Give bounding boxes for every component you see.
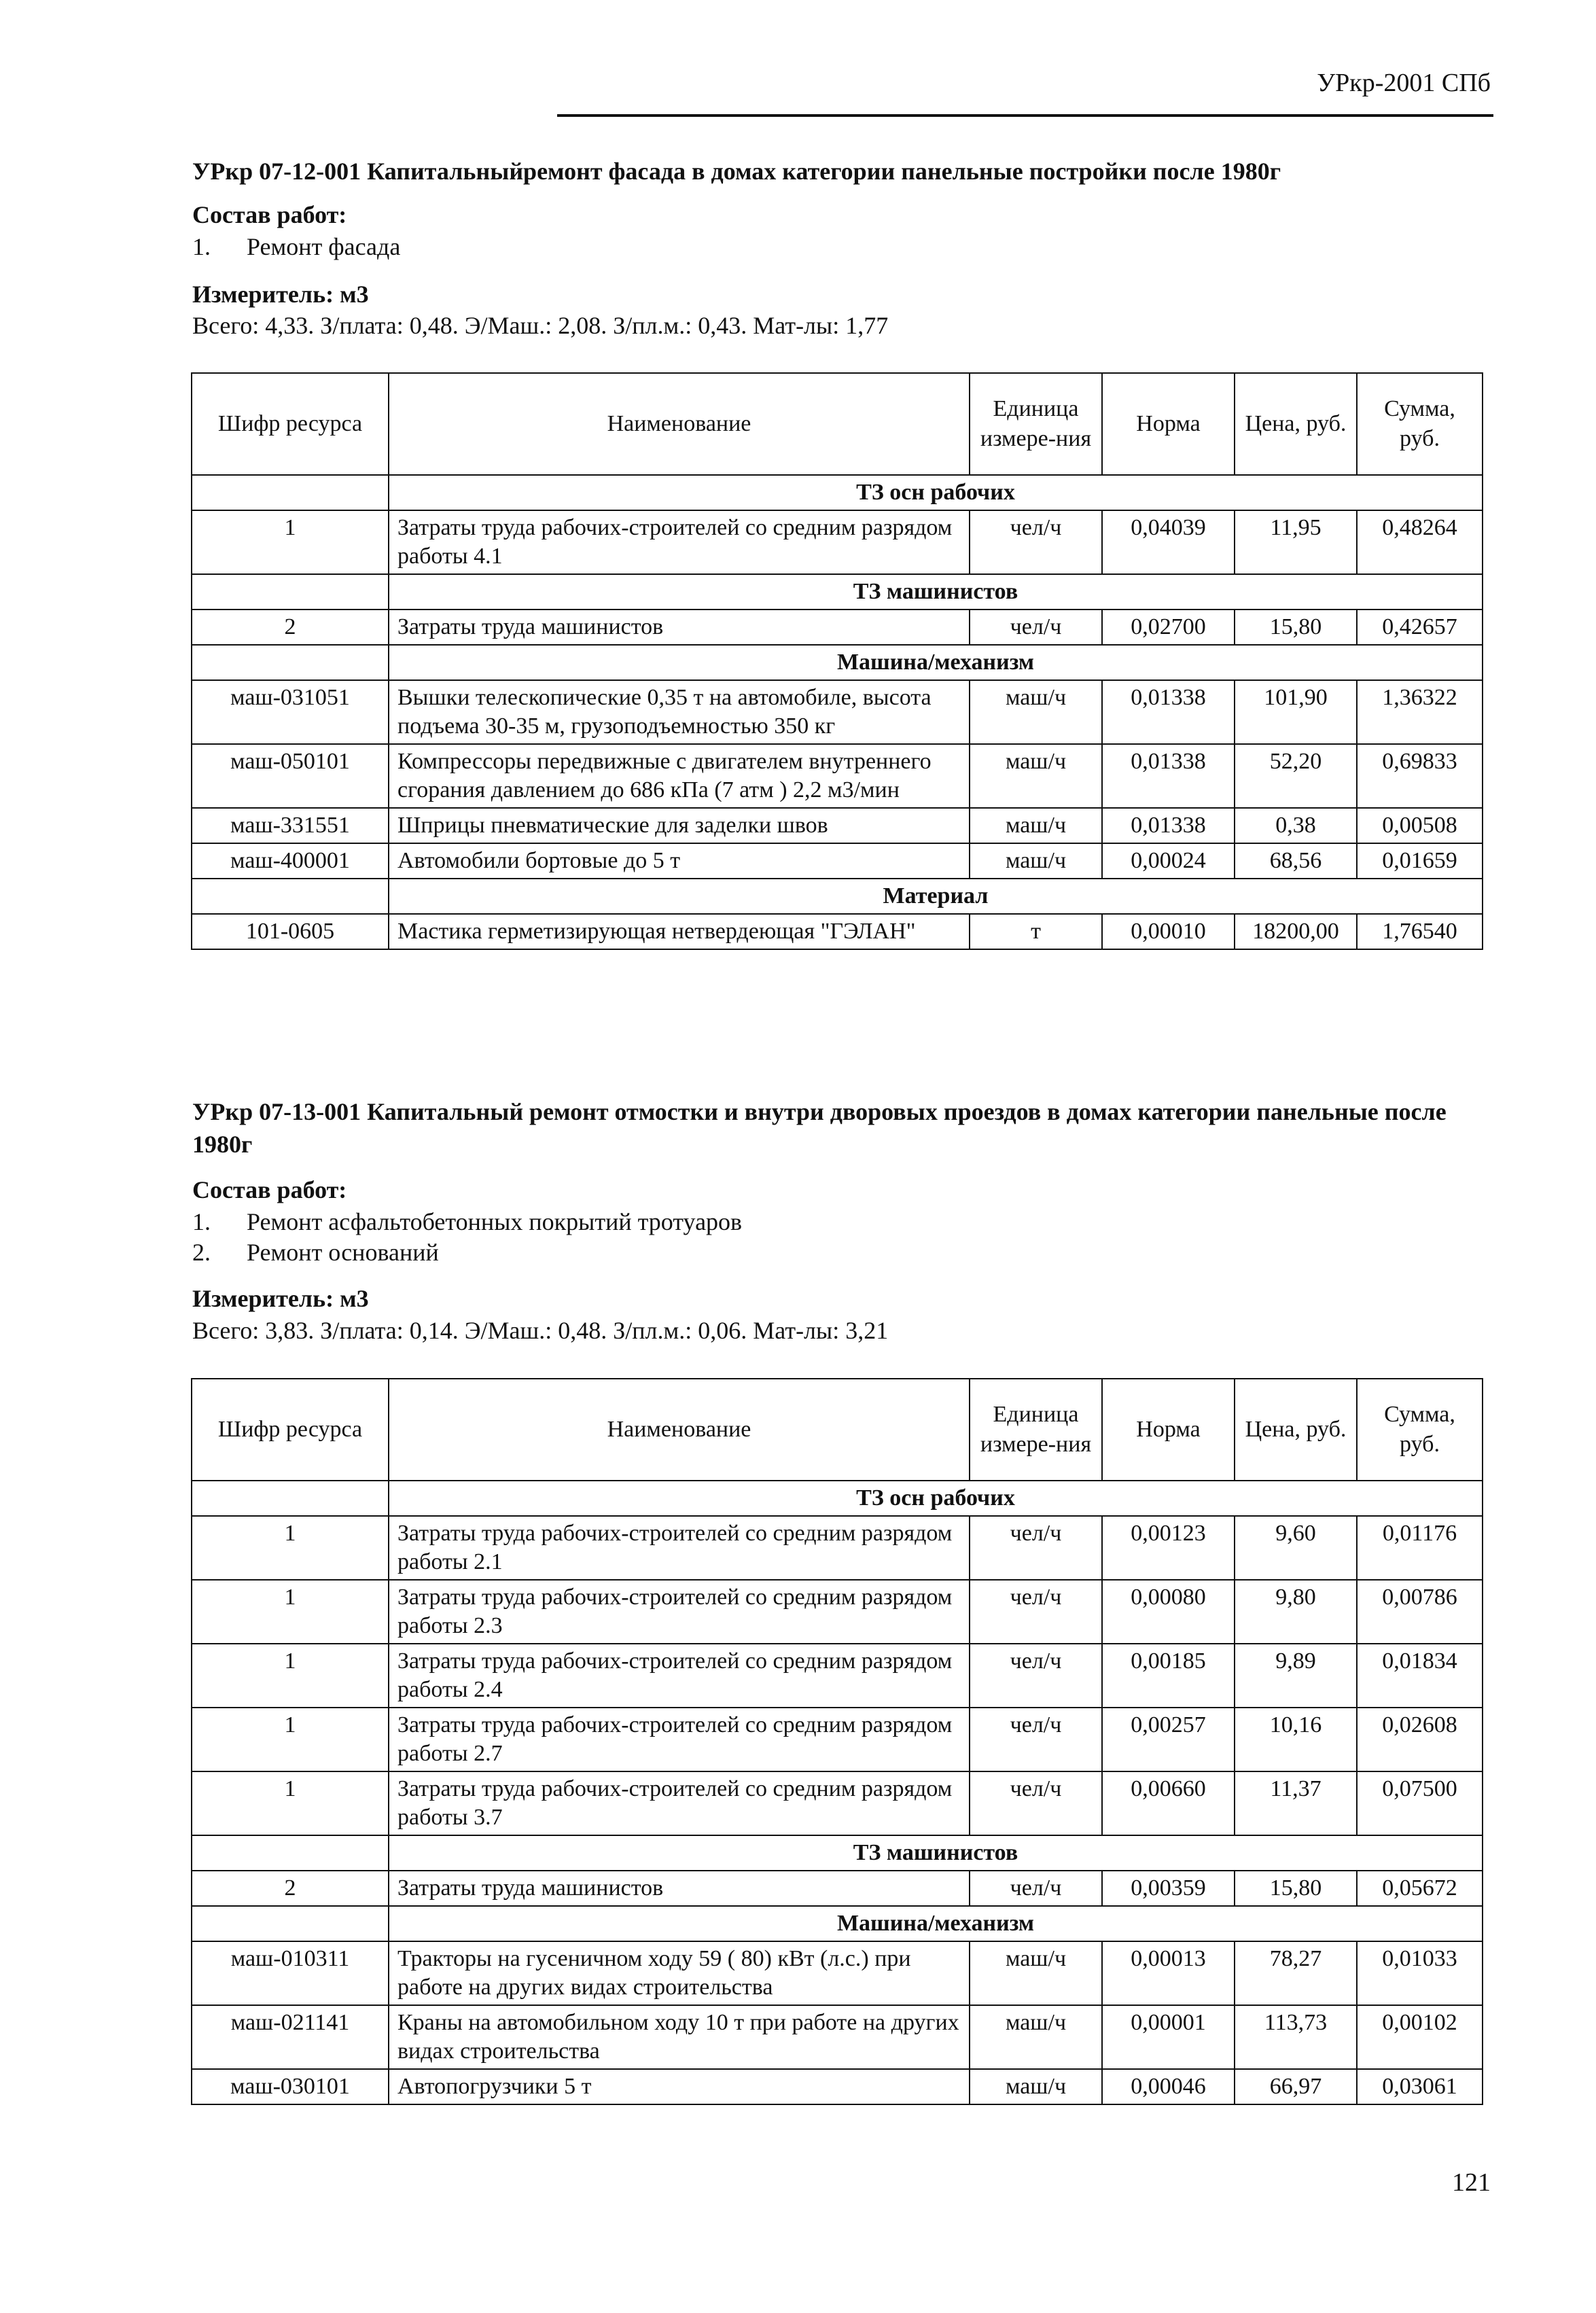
cell-name: Мастика герметизирующая нетвердеющая "ГЭЛАН" [389,914,970,949]
table-row [192,1644,1483,1708]
table-row [192,1708,1483,1771]
table-header-row [192,1379,1483,1481]
section1-resource-table [191,372,1483,950]
cell-unit: чел/ч [970,1644,1102,1708]
cell-price: 66,97 [1235,2069,1357,2104]
cell-unit: маш/ч [970,2069,1102,2104]
cell-name: Затраты труда рабочих-строителей со средним разрядом работы 2.3 [389,1580,970,1644]
cell-name: Тракторы на гусеничном ходу 59 ( 80) кВт (л.с.) при работе на других видах строительства [389,1941,970,2005]
table-row [192,1771,1483,1835]
header-unit: Единица измере-ния [970,1379,1102,1481]
cell-sum: 0,00102 [1357,2005,1483,2069]
cell-price: 68,56 [1235,843,1357,879]
cell-name: Шприцы пневматические для заделки швов [389,808,970,843]
table-row [192,510,1483,574]
section-header-row [192,574,1483,610]
cell-code: 2 [192,1871,389,1906]
section-header-label: Машина/механизм [389,1906,1483,1941]
cell-sum: 0,48264 [1357,510,1483,574]
section2-meter: Измеритель: м3 [192,1285,369,1312]
cell-name: Затраты труда рабочих-строителей со средним разрядом работы 2.1 [389,1516,970,1580]
cell-sum: 0,01834 [1357,1644,1483,1708]
cell-code: 1 [192,1516,389,1580]
cell-sum: 1,36322 [1357,680,1483,744]
cell-sum: 0,07500 [1357,1771,1483,1835]
cell-price: 113,73 [1235,2005,1357,2069]
cell-price: 15,80 [1235,610,1357,645]
cell-unit: маш/ч [970,680,1102,744]
cell-norm: 0,01338 [1102,808,1235,843]
cell-sum: 0,01033 [1357,1941,1483,2005]
cell-sum: 0,01659 [1357,843,1483,879]
section-header-row [192,1835,1483,1871]
cell-norm: 0,02700 [1102,610,1235,645]
cell-name: Затраты труда рабочих-строителей со средним разрядом работы 2.4 [389,1644,970,1708]
section2-work-item: 2. Ремонт оснований [192,1239,439,1266]
cell-norm: 0,00660 [1102,1771,1235,1835]
cell-norm: 0,00185 [1102,1644,1235,1708]
cell-price: 78,27 [1235,1941,1357,2005]
cell-norm: 0,00001 [1102,2005,1235,2069]
cell-code: 1 [192,1708,389,1771]
cell-code: маш-010311 [192,1941,389,2005]
header-code: Шифр ресурса [192,1379,389,1481]
table-row [192,1580,1483,1644]
cell-sum: 1,76540 [1357,914,1483,949]
header-name: Наименование [389,373,970,475]
cell-code: маш-031051 [192,680,389,744]
cell-code: 1 [192,1771,389,1835]
cell-price: 11,37 [1235,1771,1357,1835]
table-row [192,744,1483,808]
cell-code: 1 [192,1580,389,1644]
header-name: Наименование [389,1379,970,1481]
cell-price: 9,89 [1235,1644,1357,1708]
cell-sum: 0,00786 [1357,1580,1483,1644]
cell-unit: чел/ч [970,1771,1102,1835]
cell-price: 10,16 [1235,1708,1357,1771]
section2-totals: Всего: 3,83. З/плата: 0,14. Э/Маш.: 0,48. З/пл.м.: 0,06. Мат-лы: 3,21 [192,1317,889,1344]
section2-title: УРкр 07-13-001 Капитальный ремонт отмостки и внутри дворовых проездов в домах категории панельные после 1980г [192,1098,1447,1158]
section1-work-item: 1. Ремонт фасада [192,233,401,260]
section-header-label: Машина/механизм [389,645,1483,680]
cell-code: маш-050101 [192,744,389,808]
table-row [192,680,1483,744]
cell-price: 11,95 [1235,510,1357,574]
cell-unit: чел/ч [970,610,1102,645]
section1-totals: Всего: 4,33. З/плата: 0,48. Э/Маш.: 2,08. З/пл.м.: 0,43. Мат-лы: 1,77 [192,312,889,339]
cell-price: 0,38 [1235,808,1357,843]
cell-name: Автопогрузчики 5 т [389,2069,970,2104]
cell-unit: чел/ч [970,1871,1102,1906]
section-header-row [192,1481,1483,1516]
section-header-row [192,645,1483,680]
section-header-row [192,475,1483,510]
cell-unit: маш/ч [970,808,1102,843]
cell-price: 52,20 [1235,744,1357,808]
blank-cell [192,645,389,680]
table-row [192,610,1483,645]
table-row [192,1941,1483,2005]
cell-name: Затраты труда рабочих-строителей со средним разрядом работы 3.7 [389,1771,970,1835]
header-sum: Сумма, руб. [1357,1379,1483,1481]
cell-unit: чел/ч [970,1580,1102,1644]
cell-price: 101,90 [1235,680,1357,744]
cell-name: Вышки телескопические 0,35 т на автомобиле, высота подъема 30-35 м, грузоподъемностью 350 кг [389,680,970,744]
header-sum: Сумма, руб. [1357,373,1483,475]
cell-code: маш-021141 [192,2005,389,2069]
section-header-row [192,1906,1483,1941]
cell-norm: 0,00257 [1102,1708,1235,1771]
cell-price: 15,80 [1235,1871,1357,1906]
cell-unit: маш/ч [970,1941,1102,2005]
cell-unit: т [970,914,1102,949]
cell-unit: маш/ч [970,2005,1102,2069]
table-row [192,843,1483,879]
cell-norm: 0,00046 [1102,2069,1235,2104]
cell-code: 1 [192,1644,389,1708]
cell-sum: 0,00508 [1357,808,1483,843]
blank-cell [192,1481,389,1516]
header-rule [557,114,1493,117]
table-row [192,914,1483,949]
cell-norm: 0,04039 [1102,510,1235,574]
cell-sum: 0,05672 [1357,1871,1483,1906]
section1-meter: Измеритель: м3 [192,281,369,308]
cell-price: 9,80 [1235,1580,1357,1644]
cell-code: 1 [192,510,389,574]
cell-norm: 0,01338 [1102,680,1235,744]
cell-norm: 0,00013 [1102,1941,1235,2005]
cell-norm: 0,00359 [1102,1871,1235,1906]
header-price: Цена, руб. [1235,373,1357,475]
header-price: Цена, руб. [1235,1379,1357,1481]
cell-code: 101-0605 [192,914,389,949]
section-header-label: ТЗ машинистов [389,1835,1483,1871]
cell-name: Затраты труда машинистов [389,610,970,645]
cell-code: маш-331551 [192,808,389,843]
blank-cell [192,475,389,510]
table-header-row [192,373,1483,475]
cell-unit: маш/ч [970,843,1102,879]
section-header-label: ТЗ машинистов [389,574,1483,610]
section1-works-label: Состав работ: [192,201,347,228]
section2-resource-table [191,1378,1483,2105]
blank-cell [192,1835,389,1871]
table-row [192,2005,1483,2069]
document-code: УРкр-2001 СПб [1317,69,1491,97]
section-header-label: Материал [389,879,1483,914]
cell-unit: чел/ч [970,510,1102,574]
cell-price: 18200,00 [1235,914,1357,949]
cell-name: Затраты труда машинистов [389,1871,970,1906]
table-row [192,1516,1483,1580]
cell-sum: 0,42657 [1357,610,1483,645]
table-row [192,1871,1483,1906]
cell-name: Затраты труда рабочих-строителей со средним разрядом работы 4.1 [389,510,970,574]
cell-code: маш-030101 [192,2069,389,2104]
section1-title: УРкр 07-12-001 Капитальныйремонт фасада в домах категории панельные постройки после 1980г [192,158,1281,185]
page-number: 121 [1452,2168,1491,2197]
section2-work-item: 1. Ремонт асфальтобетонных покрытий тротуаров [192,1208,743,1235]
cell-sum: 0,69833 [1357,744,1483,808]
cell-norm: 0,00123 [1102,1516,1235,1580]
header-norm: Норма [1102,1379,1235,1481]
section-header-label: ТЗ осн рабочих [389,1481,1483,1516]
header-norm: Норма [1102,373,1235,475]
cell-sum: 0,02608 [1357,1708,1483,1771]
cell-name: Автомобили бортовые до 5 т [389,843,970,879]
section-header-label: ТЗ осн рабочих [389,475,1483,510]
section-header-row [192,879,1483,914]
cell-code: 2 [192,610,389,645]
header-unit: Единица измере-ния [970,373,1102,475]
cell-norm: 0,00024 [1102,843,1235,879]
cell-norm: 0,01338 [1102,744,1235,808]
cell-sum: 0,03061 [1357,2069,1483,2104]
cell-unit: маш/ч [970,744,1102,808]
cell-norm: 0,00080 [1102,1580,1235,1644]
blank-cell [192,1906,389,1941]
cell-name: Краны на автомобильном ходу 10 т при работе на других видах строительства [389,2005,970,2069]
cell-sum: 0,01176 [1357,1516,1483,1580]
blank-cell [192,574,389,610]
cell-price: 9,60 [1235,1516,1357,1580]
blank-cell [192,879,389,914]
table-row [192,2069,1483,2104]
table-row [192,808,1483,843]
cell-unit: чел/ч [970,1708,1102,1771]
header-code: Шифр ресурса [192,373,389,475]
cell-name: Компрессоры передвижные с двигателем внутреннего сгорания давлением до 686 кПа (7 атм ) 2,2 м3/мин [389,744,970,808]
section2-works-label: Состав работ: [192,1176,347,1203]
cell-unit: чел/ч [970,1516,1102,1580]
cell-name: Затраты труда рабочих-строителей со средним разрядом работы 2.7 [389,1708,970,1771]
cell-code: маш-400001 [192,843,389,879]
cell-norm: 0,00010 [1102,914,1235,949]
